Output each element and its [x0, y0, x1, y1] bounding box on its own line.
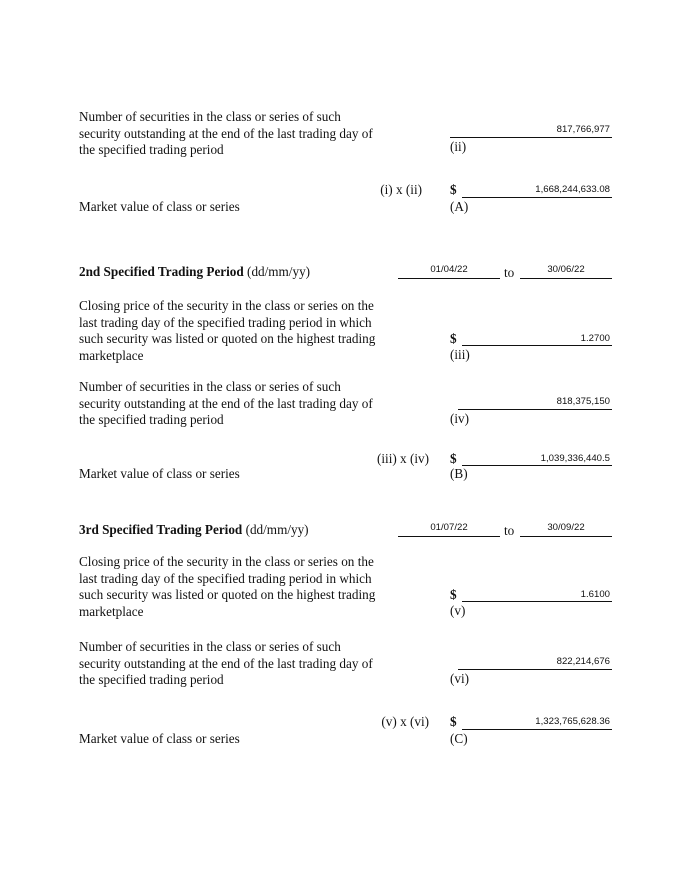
outstanding-underline-1: [450, 137, 612, 138]
section-3-from-date: 01/07/22: [430, 522, 468, 533]
outstanding-label-1: Number of securities in the class or series of such security outstanding at the end of the last trading day of the specified trading period: [79, 109, 373, 157]
ref-vi: (vi): [450, 671, 470, 686]
section-3-from-underline: [398, 536, 500, 537]
section-2-from-underline: [398, 278, 500, 279]
section-2-heading: [79, 264, 310, 280]
formula-i-x-ii: (i) x (ii): [380, 182, 422, 197]
outstanding-underline-2: [458, 409, 612, 410]
section-3-heading: [79, 522, 309, 538]
closing-price-underline-2: [462, 345, 612, 346]
market-value-label-a: Market value of class or series: [79, 199, 240, 214]
formula-v-x-vi: (v) x (vi): [381, 714, 429, 729]
section-2-from-date: 01/04/22: [430, 264, 468, 275]
currency-c: $: [450, 714, 457, 729]
section-2-heading-bold: 2nd Specified Trading Period: [79, 264, 244, 279]
section-3-to-underline: [520, 536, 612, 537]
ref-v: (v): [450, 603, 466, 618]
outstanding-underline-3: [458, 669, 612, 670]
outstanding-value-2: 818,375,150: [556, 396, 610, 407]
ref-ii: (ii): [450, 139, 467, 154]
ref-iii: (iii): [450, 347, 470, 362]
market-value-label-c: Market value of class or series: [79, 731, 240, 746]
formula-iii-x-iv: (iii) x (iv): [376, 451, 429, 466]
market-value-underline-a: [462, 197, 612, 198]
market-value-underline-c: [462, 729, 612, 730]
outstanding-value-1: 817,766,977: [556, 124, 610, 135]
ref-a: (A): [450, 199, 469, 214]
ref-b: (B): [450, 466, 468, 481]
market-value-a: 1,668,244,633.08: [535, 184, 610, 195]
closing-price-underline-3: [462, 601, 612, 602]
outstanding-label-3: Number of securities in the class or series of such security outstanding at the end of the last trading day of the specified trading period: [79, 639, 373, 687]
outstanding-label-2: Number of securities in the class or series of such security outstanding at the end of the last trading day of the specified trading period: [79, 379, 373, 427]
market-value-b: 1,039,336,440.5: [540, 453, 610, 464]
ref-iv: (iv): [450, 411, 470, 426]
section-2-to-date: 30/06/22: [547, 264, 585, 275]
section-2-to-label: to: [504, 265, 515, 280]
market-value-c: 1,323,765,628.36: [535, 716, 610, 727]
currency-v: $: [450, 587, 457, 602]
section-3-to-label: to: [504, 523, 515, 538]
ref-c: (C): [450, 731, 468, 746]
closing-price-label-2: Closing price of the security in the class or series on the last trading day of the specified trading period in which such security was listed or quoted on the highest trading marketplace: [79, 298, 376, 363]
section-2-to-underline: [520, 278, 612, 279]
section-3-heading-bold: 3rd Specified Trading Period: [79, 522, 243, 537]
section-3-to-date: 30/09/22: [547, 522, 585, 533]
outstanding-value-3: 822,214,676: [556, 656, 610, 667]
closing-price-value-3: 1.6100: [580, 589, 610, 600]
market-value-label-b: Market value of class or series: [79, 466, 240, 481]
section-3-heading-format: (dd/mm/yy): [242, 522, 309, 537]
closing-price-value-2: 1.2700: [580, 333, 610, 344]
currency-a: $: [450, 182, 457, 197]
currency-b: $: [450, 451, 457, 466]
market-value-underline-b: [462, 465, 612, 466]
closing-price-label-3: Closing price of the security in the class or series on the last trading day of the specified trading period in which such security was listed or quoted on the highest trading marketplace: [79, 554, 376, 619]
currency-iii: $: [450, 331, 457, 346]
section-2-heading-format: (dd/mm/yy): [243, 264, 311, 279]
